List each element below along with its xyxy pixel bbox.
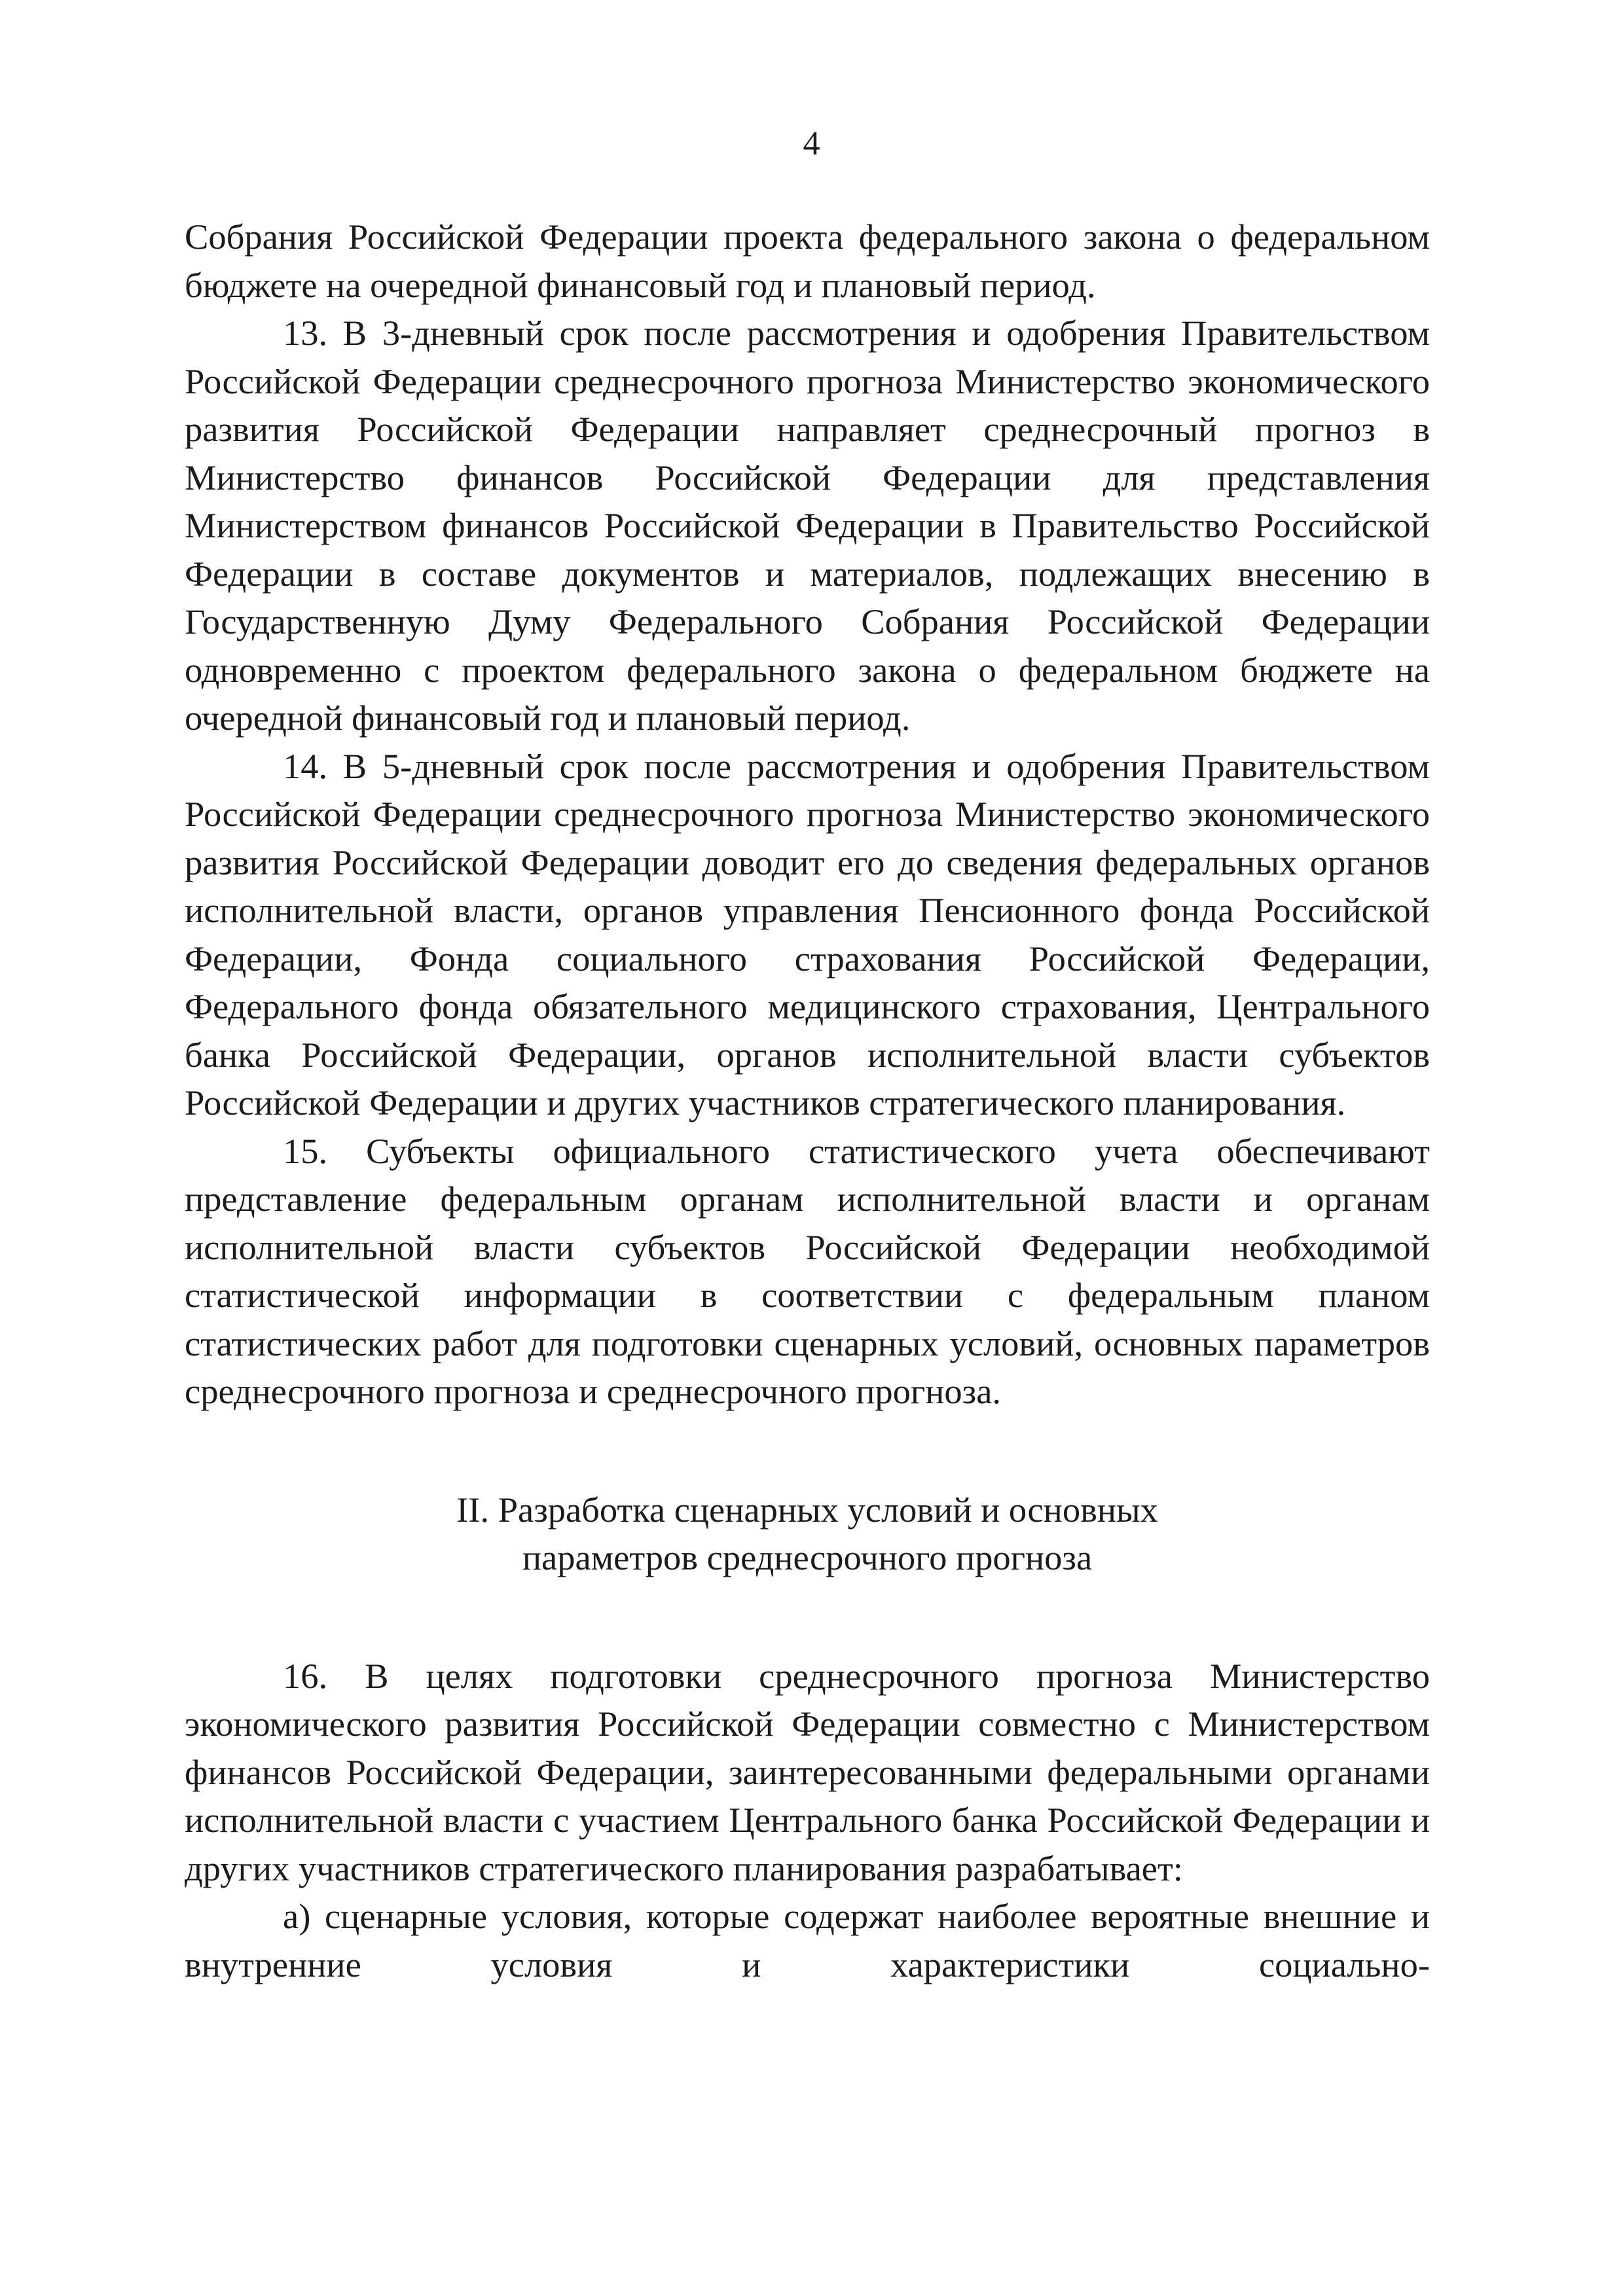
section-heading — [185, 1486, 1430, 1582]
paragraph-12-continuation: Собрания Российской Федерации проекта федерального закона о федеральном бюджете на очередной финансовый год и плановый период. — [185, 217, 1430, 305]
document-body — [185, 213, 1430, 1988]
page-number: 4 — [803, 125, 820, 162]
paragraph-16a: а) сценарные условия, которые содержат наиболее вероятные внешние и внутренние условия и характеристики социально- — [185, 1896, 1430, 1984]
paragraph-16: 16. В целях подготовки среднесрочного прогноза Министерство экономического развития Российской Федерации совместно с Министерством финансов Российской Федерации, заинтересованными федеральными органами исполнительной власти с участием Центрального банка Российской Федерации и других участников стратегического планирования разрабатывает: — [185, 1655, 1430, 1888]
paragraph-13: 13. В 3-дневный срок после рассмотрения и одобрения Правительством Российской Федерации среднесрочного прогноза Министерство экономического развития Российской Федерации направляет среднесрочный прогноз в Министерство финансов Российской Федерации для представления Министерством финансов Российской Федерации в Правительство Российской Федерации в составе документов и материалов, подлежащих внесению в Государственную Думу Федерального Собрания Российской Федерации одновременно с проектом федерального закона о федеральном бюджете на очередной финансовый год и плановый период. — [185, 313, 1430, 738]
section-heading-line-2: параметров среднесрочного прогноза — [522, 1537, 1093, 1577]
section-heading-line-1: II. Разработка сценарных условий и основных — [456, 1489, 1158, 1530]
paragraph-15: 15. Субъекты официального статистического учета обеспечивают представление федеральным органам исполнительной власти и органам исполнительной власти субъектов Российской Федерации необходимой статистической информации в соответствии с федеральным планом статистических работ для подготовки сценарных условий, основных параметров среднесрочного прогноза и среднесрочного прогноза. — [185, 1130, 1430, 1411]
paragraph-14: 14. В 5-дневный срок после рассмотрения и одобрения Правительством Российской Федерации среднесрочного прогноза Министерство экономического развития Российской Федерации доводит его до сведения федеральных органов исполнительной власти, органов управления Пенсионного фонда Российской Федерации, Фонда социального страхования Российской Федерации, Федерального фонда обязательного медицинского страхования, Центрального банка Российской Федерации, органов исполнительной власти субъектов Российской Федерации и других участников стратегического планирования. — [185, 745, 1430, 1122]
